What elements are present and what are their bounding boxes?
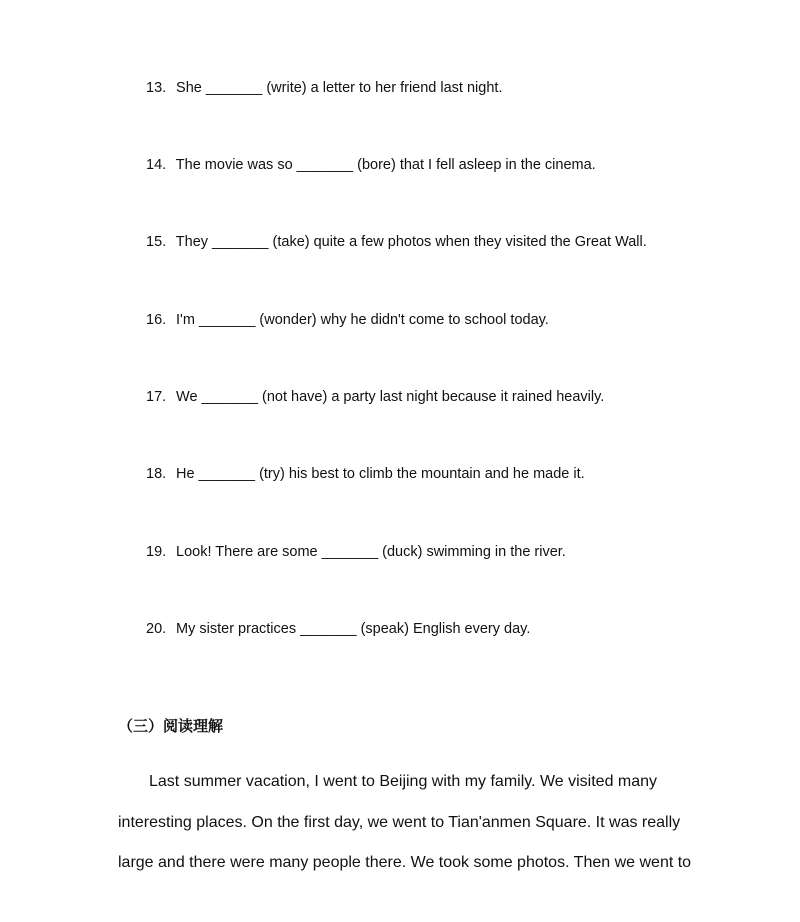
question-number: 17. [146,389,167,405]
question-17 [146,387,604,407]
question-number: 15. [146,234,167,250]
question-number: 20. [146,621,167,637]
question-13 [146,78,502,98]
question-text: The movie was so _______ (bore) that I fell asleep in the cinema. [175,157,596,173]
question-text: They _______ (take) quite a few photos when they visited the Great Wall. [175,234,647,250]
passage-line: Last summer vacation, I went to Beijing with my family. We visited many [149,773,658,790]
question-text: She _______ (write) a letter to her friend last night. [176,80,503,96]
question-14 [146,155,596,175]
question-number: 14. [146,157,167,173]
section-heading-reading: （三）阅读理解 [118,717,224,735]
question-15 [146,232,647,252]
question-20 [146,619,530,639]
question-16 [146,310,549,330]
question-number: 16. [146,312,167,328]
question-text: Look! There are some _______ (duck) swimming in the river. [176,544,566,560]
question-18 [146,464,585,484]
question-number: 19. [146,544,167,560]
question-text: We _______ (not have) a party last night because it rained heavily. [176,389,605,405]
question-text: He _______ (try) his best to climb the mountain and he made it. [176,466,585,482]
question-19 [146,542,566,562]
question-number: 18. [146,466,167,482]
passage-line: interesting places. On the first day, we went to Tian'anmen Square. It was really [118,814,681,831]
passage-line: large and there were many people there. We took some photos. Then we went to [118,854,692,871]
question-text: I'm _______ (wonder) why he didn't come to school today. [176,312,549,328]
question-number: 13. [146,80,167,96]
question-text: My sister practices _______ (speak) English every day. [176,621,531,637]
